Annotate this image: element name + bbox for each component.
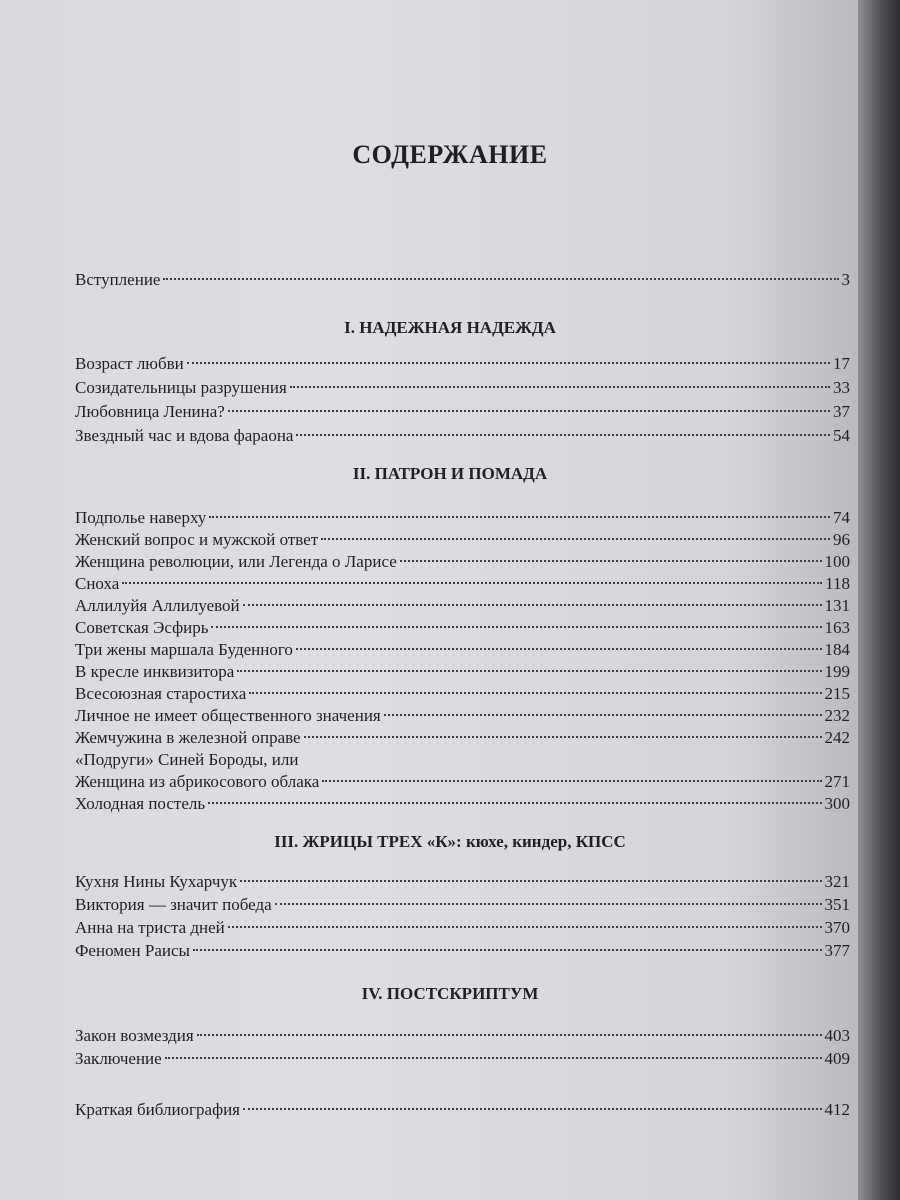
toc-entry-label: Советская Эсфирь <box>75 618 209 637</box>
dot-leader <box>304 735 822 738</box>
toc-entry-label: Виктория — значит победа <box>75 895 272 914</box>
dot-leader <box>237 669 821 672</box>
toc-entry <box>75 726 850 750</box>
dot-leader <box>243 1107 822 1110</box>
dot-leader <box>163 277 838 280</box>
dot-leader <box>197 1033 822 1036</box>
section-heading-4: IV. ПОСТСКРИПТУМ <box>361 984 539 1003</box>
dot-leader <box>228 409 830 412</box>
dot-leader <box>400 559 822 562</box>
toc-entry-label: Всесоюзная старостиха <box>75 684 247 703</box>
toc-entry-label: Подполье наверху <box>75 508 207 527</box>
dot-leader <box>290 385 830 388</box>
toc-entry-label: Три жены маршала Буденного <box>75 640 293 659</box>
toc-entry-label: Краткая библиография <box>75 1100 240 1119</box>
toc-entry <box>75 506 850 530</box>
toc-entry-page: 321 <box>824 872 850 891</box>
toc-entry-label: Аллилуйя Аллилуевой <box>75 596 240 615</box>
toc-entry <box>75 916 850 940</box>
toc-entry-page: 163 <box>824 618 850 637</box>
dot-leader <box>322 779 821 782</box>
dot-leader <box>209 515 830 518</box>
toc-entry-page: 215 <box>824 684 850 703</box>
toc-entry-label: Женщина из абрикосового облака <box>75 772 320 791</box>
dot-leader <box>296 433 830 436</box>
toc-entry-label: Личное не имеет общественного значения <box>75 706 381 725</box>
dot-leader <box>122 581 822 584</box>
toc-entry <box>75 352 850 376</box>
toc-entry-label: Холодная постель <box>75 794 206 813</box>
toc-entry-page: 300 <box>824 794 850 813</box>
toc-entry-page: 271 <box>824 772 850 791</box>
toc-entry <box>75 638 850 662</box>
dot-leader <box>296 647 822 650</box>
dot-leader <box>165 1056 822 1059</box>
toc-entry-page: 184 <box>824 640 850 659</box>
section-heading-1: I. НАДЕЖНАЯ НАДЕЖДА <box>344 318 556 337</box>
page-title: СОДЕРЖАНИЕ <box>352 140 548 169</box>
toc-entry <box>75 770 850 794</box>
dot-leader <box>187 361 830 364</box>
dot-leader <box>249 691 821 694</box>
toc-entry-label: Анна на триста дней <box>75 918 225 937</box>
toc-entry <box>75 400 850 424</box>
toc-entry-page: 96 <box>833 530 850 549</box>
dot-leader <box>240 879 821 882</box>
toc-entry-label: Закон возмездия <box>75 1026 194 1045</box>
toc-entry <box>75 1024 850 1048</box>
toc-entry <box>75 893 850 917</box>
toc-entry-intro <box>75 268 850 292</box>
toc-entry <box>75 660 850 684</box>
toc-entry-page: 403 <box>824 1026 850 1045</box>
dot-leader <box>384 713 822 716</box>
toc-entry-label: Кухня Нины Кухарчук <box>75 872 238 891</box>
toc-entry-page: 377 <box>824 941 850 960</box>
dot-leader <box>193 948 822 951</box>
toc-entry-label: Сноха <box>75 574 120 593</box>
dot-leader <box>275 902 822 905</box>
dot-leader <box>243 603 822 606</box>
toc-entry-page: 118 <box>825 574 850 593</box>
toc-entry-label: Любовница Ленина? <box>75 402 225 421</box>
toc-entry-label: Жемчужина в железной оправе <box>75 728 301 747</box>
section-heading-3: III. ЖРИЦЫ ТРЕХ «К»: кюхе, киндер, КПСС <box>274 832 626 851</box>
toc-entry-label: В кресле инквизитора <box>75 662 235 681</box>
toc-entry <box>75 792 850 816</box>
toc-entry <box>75 572 850 596</box>
toc-entry-page: 242 <box>824 728 850 747</box>
toc-entry-label: Феномен Раисы <box>75 941 190 960</box>
toc-entry-page: 74 <box>833 508 850 527</box>
section-heading-2: II. ПАТРОН И ПОМАДА <box>352 464 548 483</box>
toc-entry-label: Звездный час и вдова фараона <box>75 426 294 445</box>
toc-entry <box>75 528 850 552</box>
toc-entry-label-line1: «Подруги» Синей Бороды, или <box>75 750 299 769</box>
toc-entry-label: Возраст любви <box>75 354 184 373</box>
toc-entry-page: 412 <box>824 1100 850 1119</box>
toc-entry <box>75 870 850 894</box>
toc-entry <box>75 704 850 728</box>
toc-entry <box>75 1047 850 1071</box>
toc-entry-page: 54 <box>833 426 850 445</box>
toc-entry <box>75 939 850 963</box>
toc-entry-page: 370 <box>824 918 850 937</box>
dot-leader <box>228 925 822 928</box>
toc-entry <box>75 376 850 400</box>
toc-entry-page: 100 <box>824 552 850 571</box>
toc-entry <box>75 682 850 706</box>
toc-entry-label: Женщина революции, или Легенда о Ларисе <box>75 552 397 571</box>
toc-entry-label: Созидательницы разрушения <box>75 378 287 397</box>
page-edge <box>858 0 900 1200</box>
toc-entry-page: 199 <box>824 662 850 681</box>
toc-entry-label: Заключение <box>75 1049 162 1068</box>
toc-entry-page: 3 <box>841 270 850 289</box>
toc-entry <box>75 616 850 640</box>
toc-entry-bibliography <box>75 1098 850 1122</box>
toc-entry-label: Женский вопрос и мужской ответ <box>75 530 319 549</box>
toc-entry-page: 409 <box>824 1049 850 1068</box>
toc-entry-page: 232 <box>824 706 850 725</box>
toc-entry <box>75 424 850 448</box>
dot-leader <box>208 801 821 804</box>
toc-entry-page: 33 <box>833 378 850 397</box>
toc-entry-page: 17 <box>833 354 850 373</box>
toc-entry-page: 351 <box>824 895 850 914</box>
dot-leader <box>321 537 830 540</box>
toc-entry-page: 37 <box>833 402 850 421</box>
toc-entry-label: Вступление <box>75 270 161 289</box>
dot-leader <box>211 625 821 628</box>
toc-entry <box>75 594 850 618</box>
toc-entry-page: 131 <box>824 596 850 615</box>
toc-entry <box>75 550 850 574</box>
